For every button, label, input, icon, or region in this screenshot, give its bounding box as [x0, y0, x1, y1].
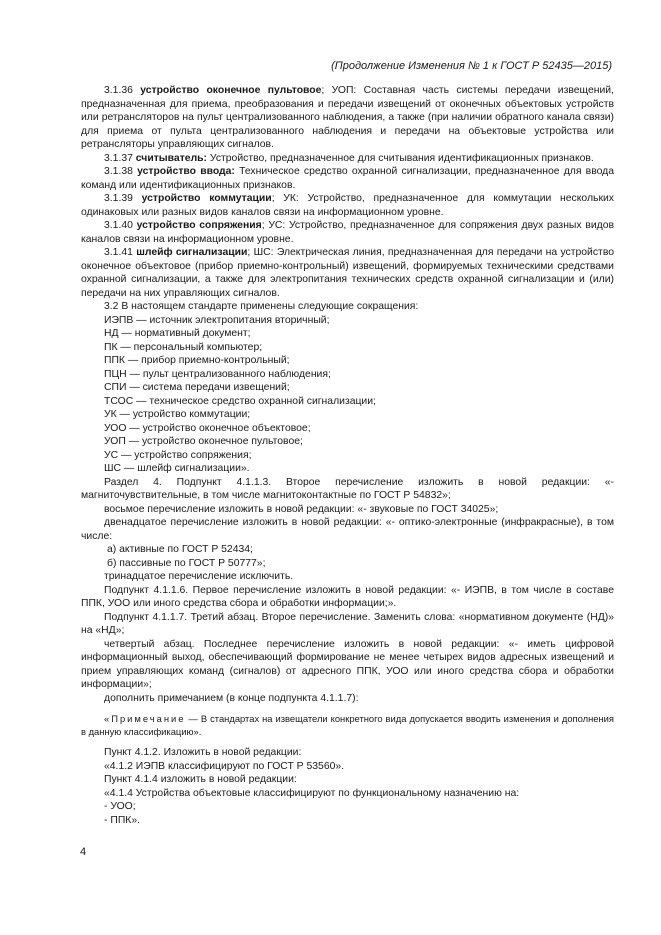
- list-item: б) пассивные по ГОСТ Р 50777»;: [107, 557, 266, 569]
- abbreviation-item: ШС — шлейф сигнализации».: [104, 463, 250, 474]
- section4-paragraph: Подпункт 4.1.1.7. Третий абзац. Второе перечисление. Заменить слова: «нормативном документе (НД)» на «НД»;: [81, 611, 614, 636]
- abbreviation-item: УОО — устройство оконечное объектовое;: [104, 422, 311, 434]
- document-body: [81, 84, 614, 827]
- page-header: (Продолжение Изменения № 1 к ГОСТ Р 52435—2015): [331, 60, 612, 72]
- section4-paragraph: Подпункт 4.1.1.6. Первое перечисление изложить в новой редакции: «- ИЭПВ, в том числе в составе ППК, УОО или иного средства сбора и обработки информации;».: [81, 584, 614, 609]
- term-number: 3.1.37: [104, 152, 133, 164]
- term-definition: Техническое средство охранной сигнализации, предназначенное для ввода команд или идентификационных признаков.: [81, 166, 614, 191]
- term-3-1-37: [81, 152, 614, 166]
- section4-paragraph: Пункт 4.1.2. Изложить в новой редакции:: [104, 747, 302, 758]
- section4-paragraph: восьмое перечисление изложить в новой редакции: «- звуковые по ГОСТ 34025»;: [104, 503, 499, 515]
- term-definition: УК: Устройство, предназначенное для коммутации нескольких одинаковых или разных видов каналов связи на информационном уровне.: [81, 193, 614, 218]
- term-definition: ШС: Электрическая линия, предназначенная для передачи на устройство оконечное объектовое (прибор приемно-контрольный) извещений, формируемых техническими средствами охранной сигнализации, а также для электропитания технических средств охранной сигнализации и (или) передачи на них управляющих сигналов.: [81, 247, 615, 299]
- term-3-1-41: 3.1.41 шлейф сигнализации; ШС: Электрическая линия, предназначенная для передачи на устройство оконечное объектовое (прибор приемно-контрольный) извещений, формируемых техническими средствами охранной сигнализации, а также для электропитания технических средств охранной сигнализации и (или) передачи на них управляющих сигналов.: [81, 247, 615, 299]
- abbreviation-item: СПИ — система передачи извещений;: [104, 382, 290, 393]
- section4-paragraph: двенадцатое перечисление изложить в новой редакции: «- оптико-электронные (инфракрасные), в том числе:: [81, 517, 614, 542]
- section4-paragraph: Раздел 4. Подпункт 4.1.1.3. Второе перечисление изложить в новой редакции: «- магниточувствительные, в том числе магнитоконтактные по ГОСТ Р 54832»;: [81, 476, 614, 501]
- note: [81, 713, 614, 738]
- term-definition: Устройство, предназначенное для считывания идентификационных признаков.: [207, 152, 594, 164]
- section4-paragraph: четвертый абзац. Последнее перечисление изложить в новой редакции: «- иметь цифровой информационный выход, обеспечивающий формирование не менее четырех видов адресных извещений и прием управляющих команд (сигналов) от адресного ППК, УОО или иного средства сбора и обработки информации»;: [81, 638, 614, 690]
- term-number: 3.1.40: [104, 220, 133, 231]
- term-3-1-38: [81, 165, 614, 192]
- list-item: а) активные по ГОСТ Р 52434;: [107, 544, 253, 555]
- term-number: 3.1.38: [104, 166, 133, 177]
- term-number: 3.1.36: [104, 85, 133, 96]
- section4-paragraph: «4.1.4 Устройства объектовые классифицируют по функциональному назначению на:: [104, 787, 520, 799]
- abbreviation-item: ППК — прибор приемно-контрольный;: [104, 355, 290, 366]
- page-number: 4: [80, 846, 87, 858]
- abbreviation-item: ТСОС — техническое средство охранной сигнализации;: [104, 395, 376, 407]
- section4-paragraph: - ППК».: [104, 814, 141, 826]
- term-3-1-40: 3.1.40 устройство сопряжения; УС: Устройство, предназначенное для сопряжения двух разных видов каналов связи на информационном уровне.: [81, 220, 615, 245]
- note-text: — В стандартах на извещатели конкретного вида допускается вводить изменения и дополнения в данную классификацию».: [81, 713, 614, 737]
- abbreviation-item: ПК — персональный компьютер;: [104, 341, 263, 353]
- abbreviation-item: УК — устройство коммутации;: [104, 409, 251, 420]
- term-3-1-39: 3.1.39 устройство коммутации; УК: Устройство, предназначенное для коммутации нескольких одинаковых или разных видов каналов связи на информационном уровне.: [81, 193, 614, 218]
- term-number: 3.1.41: [104, 247, 133, 258]
- term-title: устройство оконечное пультовое: [140, 85, 322, 96]
- abbreviation-item: УС — устройство сопряжения;: [104, 449, 252, 461]
- abbreviations-intro: 3.2 В настоящем стандарте применены следующие сокращения:: [104, 301, 419, 312]
- abbreviation-item: ПЦН — пульт централизованного наблюдения;: [104, 368, 331, 380]
- section4-paragraph: тринадцатое перечисление исключить.: [104, 571, 294, 582]
- section4-paragraph: «4.1.2 ИЭПВ классифицируют по ГОСТ Р 53560».: [104, 760, 345, 772]
- term-number: 3.1.39: [104, 193, 133, 204]
- abbreviation-item: НД — нормативный документ;: [104, 328, 251, 339]
- section4-paragraph: - УОО;: [104, 801, 136, 812]
- term-title: шлейф сигнализации: [136, 247, 248, 258]
- term-title: устройство коммутации: [141, 193, 272, 204]
- section4-paragraph: Пункт 4.1.4 изложить в новой редакции:: [104, 774, 297, 785]
- note-label: «Примечание: [104, 713, 186, 724]
- term-definition: УОП: Составная часть системы передачи извещений, предназначенная для приема, преобразования и передачи извещений от оконечных объектовых устройств или ретрансляторов на пульт централизованного наблюдения, а также (при наличии обратного канала связи) для приема от пульта централизованного наблюдения и передачи на объектовые устройства или ретрансляторы управляющих сигналов.: [81, 85, 614, 150]
- abbreviation-item: УОП — устройство оконечное пультовое;: [104, 436, 303, 447]
- term-title: устройство ввода:: [137, 166, 235, 177]
- term-title: устройство сопряжения: [136, 220, 262, 231]
- abbreviation-item: ИЭПВ — источник электропитания вторичный;: [104, 314, 330, 326]
- term-definition: УС: Устройство, предназначенное для сопряжения двух разных видов каналов связи на информационном уровне.: [81, 220, 615, 245]
- term-3-1-36: 3.1.36 устройство оконечное пультовое; УОП: Составная часть системы передачи извещений, предназначенная для приема, преобразования и передачи извещений от оконечных объектовых устройств или ретрансляторов на пульт централизованного наблюдения, а также (при наличии обратного канала связи) для приема от пульта централизованного наблюдения и передачи на объектовые устройства или ретрансляторы управляющих сигналов.: [81, 85, 614, 150]
- term-title: считыватель:: [135, 152, 208, 164]
- section4-paragraph: дополнить примечанием (в конце подпункта 4.1.1.7):: [104, 692, 359, 704]
